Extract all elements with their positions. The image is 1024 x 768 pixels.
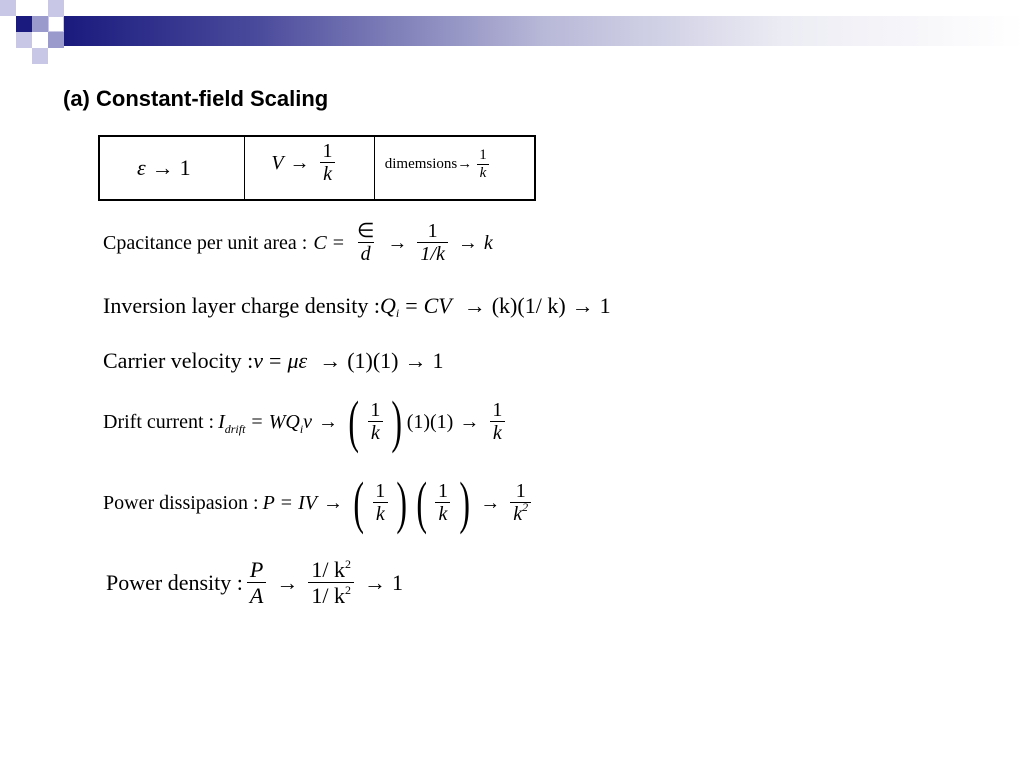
expression: WQ	[268, 410, 300, 433]
square-8	[32, 48, 48, 64]
fraction-2	[435, 480, 451, 526]
arrow: →	[457, 231, 478, 254]
arrow: →	[319, 348, 342, 373]
parenthesized-fraction-1	[349, 470, 412, 535]
denominator: k	[435, 502, 450, 526]
numerator: 1	[375, 480, 386, 502]
scaling-table	[98, 135, 536, 201]
arrow: →	[363, 570, 386, 596]
exponent: 2	[522, 500, 529, 514]
fraction-1	[247, 558, 266, 608]
fraction-2	[489, 399, 505, 445]
numerator: 1	[427, 220, 438, 242]
variable: Q	[379, 293, 396, 318]
arrow: →	[571, 293, 594, 318]
subscript: i	[395, 305, 400, 320]
table-cell-dimensions	[375, 137, 534, 199]
expression-2: v	[303, 410, 313, 433]
parenthesized-fraction-2	[412, 470, 475, 535]
arrow: →	[276, 570, 299, 596]
numerator: 1	[322, 140, 333, 162]
arrow: →	[459, 410, 480, 433]
denominator-base: k	[513, 503, 523, 525]
numerator: 1	[515, 480, 526, 502]
left-paren: (	[415, 470, 427, 535]
denominator: k	[320, 162, 335, 186]
equals: =	[251, 410, 263, 433]
numerator-exponent: 2	[344, 557, 351, 571]
equals: =	[280, 491, 293, 514]
left-paren: (	[353, 470, 364, 535]
variable: v	[253, 348, 264, 373]
fraction-2	[308, 558, 354, 608]
equation-drift-current	[103, 389, 509, 454]
slide-title: (a) Constant-field Scaling	[63, 86, 329, 111]
arrow: →	[404, 348, 427, 373]
variable: P	[262, 491, 275, 514]
numerator: P	[249, 557, 264, 582]
equation-label: Drift current :	[103, 410, 215, 433]
numerator	[308, 558, 354, 582]
arrow: →	[387, 231, 408, 254]
fraction-1	[367, 399, 383, 445]
numerator: ∈	[356, 220, 375, 242]
denominator: k	[368, 421, 383, 445]
arrow: →	[457, 155, 473, 172]
expression: με	[287, 348, 308, 373]
left-paren: (	[348, 389, 360, 454]
equals: =	[332, 231, 344, 254]
arrow: →	[322, 491, 343, 514]
result: k	[483, 231, 493, 254]
equation-label: Power density :	[106, 570, 243, 596]
fraction-2	[417, 220, 447, 266]
epsilon-symbol: ε	[137, 155, 146, 180]
intermediate: (1)(1)	[406, 410, 454, 433]
fraction-3	[510, 480, 531, 526]
variable: I	[218, 410, 225, 433]
table-cell-epsilon	[100, 137, 245, 199]
arrow: →	[463, 293, 486, 318]
denominator: k	[490, 421, 505, 445]
table-cell-voltage	[245, 137, 374, 199]
title-bar-gradient	[64, 16, 1024, 46]
denominator	[510, 502, 531, 526]
equation-label: Carrier velocity :	[103, 348, 254, 373]
square-3	[48, 0, 64, 16]
denominator	[308, 582, 354, 608]
expression-subscript: i	[299, 421, 304, 436]
numerator: 1	[370, 399, 381, 421]
dimensions-label: dimemsions	[384, 155, 458, 172]
expression: IV	[298, 491, 317, 514]
right-paren: )	[396, 470, 408, 535]
voltage-symbol: V	[271, 151, 284, 174]
square-6	[16, 32, 32, 48]
denominator: A	[247, 582, 266, 608]
denominator: k	[373, 502, 388, 526]
equation-carrier-velocity	[103, 348, 444, 374]
denominator: 1/k	[417, 242, 447, 266]
square-7	[48, 32, 64, 48]
right-paren: )	[391, 389, 403, 454]
square-4	[32, 16, 48, 32]
equals: =	[405, 293, 418, 318]
equation-label: Cpacitance per unit area :	[103, 231, 308, 254]
result: 1	[391, 570, 403, 596]
arrow: →	[151, 155, 174, 180]
equation-label: Inversion layer charge density :	[103, 293, 380, 318]
numerator: 1	[437, 480, 448, 502]
equation-power-dissipation	[103, 470, 535, 535]
fraction-1	[354, 220, 377, 266]
value: 1	[179, 155, 191, 180]
equation-capacitance	[103, 220, 493, 266]
fraction	[320, 140, 336, 186]
equation-power-density	[106, 558, 403, 608]
numerator: 1	[492, 399, 503, 421]
denominator: d	[358, 242, 374, 266]
numerator-base: 1/ k	[311, 557, 345, 582]
subscript: drift	[224, 421, 246, 436]
result: 1	[432, 348, 444, 373]
denominator: k	[477, 164, 490, 182]
numerator: 1	[479, 147, 487, 163]
expression: CV	[423, 293, 452, 318]
intermediate: (1)(1)	[347, 348, 399, 373]
fraction	[476, 147, 490, 182]
square-2	[0, 0, 16, 16]
result: 1	[599, 293, 611, 318]
equals: =	[269, 348, 282, 373]
denominator-base: 1/ k	[311, 583, 345, 609]
right-paren: )	[459, 470, 470, 535]
square-5	[48, 16, 64, 32]
equation-inversion-charge	[103, 293, 611, 319]
fraction-1	[372, 480, 388, 526]
denominator-exponent: 2	[344, 583, 351, 598]
equation-label: Power dissipasion :	[103, 491, 259, 514]
arrow: →	[289, 151, 310, 174]
arrow: →	[318, 410, 339, 433]
parenthesized-fraction	[344, 389, 407, 454]
intermediate: (k)(1/ k)	[491, 293, 566, 318]
arrow: →	[480, 491, 501, 514]
variable: C	[313, 231, 327, 254]
square-1	[16, 16, 32, 32]
